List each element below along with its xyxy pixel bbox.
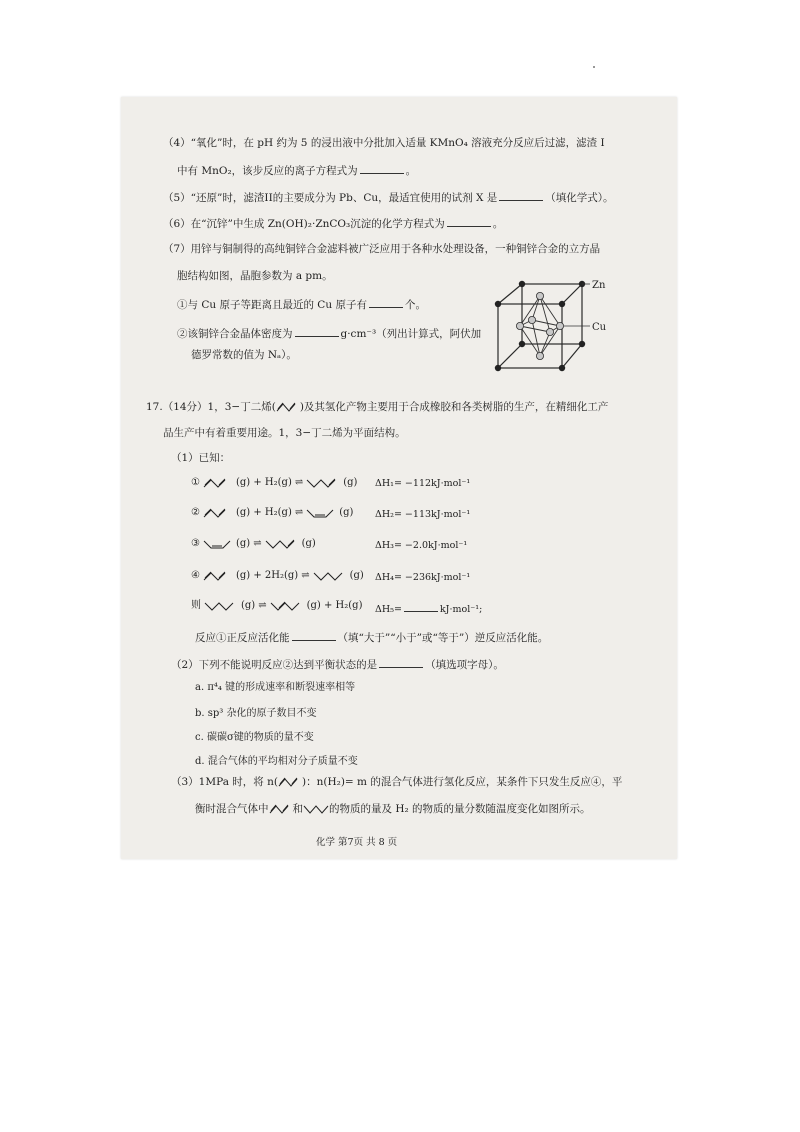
delta-h3: ΔH₃= −2.0kJ·mol⁻¹ (375, 540, 468, 551)
reaction-3: ③ (g) ⇌ (g) (191, 538, 316, 549)
equilibrium-arrow-icon: ⇌ (258, 600, 267, 611)
q17-part3-line2: 衡时混合气体中 和 的物质的量及 H₂ 的物质的量分数随温度变化如图所示。 (195, 803, 591, 815)
q16-part7-sub2-line2: 德罗常数的值为 Nₐ）。 (191, 349, 297, 361)
equilibrium-arrow-icon: ⇌ (301, 570, 310, 581)
zn-label: Zn (592, 280, 606, 291)
equilibrium-arrow-icon: ⇌ (294, 477, 304, 488)
butene-skeletal-icon (270, 601, 304, 611)
q17-intro-line2: 品生产中有着重要用途。1，3−丁二烯为平面结构。 (163, 427, 406, 439)
reaction-4: ④ (g) + 2H₂(g) ⇌ (g) (191, 570, 364, 581)
reaction-1: ① (g) + H₂(g) ⇌ (g) (191, 477, 358, 488)
delta-h2: ΔH₂= −113kJ·mol⁻¹ (375, 509, 471, 520)
butadiene-skeletal-icon (203, 508, 233, 518)
answer-blank[interactable] (499, 190, 543, 201)
butene-skeletal-icon (265, 539, 299, 549)
answer-blank[interactable] (360, 163, 404, 174)
cu-zn-unit-cell-diagram (480, 274, 610, 382)
butadiene-skeletal-icon (203, 478, 233, 488)
answer-blank[interactable] (295, 326, 339, 337)
equilibrium-arrow-icon: ⇌ (294, 507, 304, 518)
answer-blank[interactable] (447, 216, 491, 227)
delta-h1: ΔH₁= −112kJ·mol⁻¹ (375, 478, 471, 489)
q17-intro-line1: 17.（14分）1，3−丁二烯( )及其氢化产物主要用于合成橡胶和各类树脂的生产，在精细化工产 (146, 401, 609, 413)
q17-part2: （2）下列不能说明反应②达到平衡状态的是 （填选项字母）。 (171, 659, 504, 671)
q17-activation-energy: 反应①正反应活化能 （填“大于”“小于”或“等于”）逆反应活化能。 (195, 632, 549, 644)
butadiene-skeletal-icon (269, 804, 293, 814)
answer-blank[interactable] (369, 297, 403, 308)
butene-skeletal-icon (306, 478, 340, 488)
scan-speck (593, 66, 595, 68)
butadiene-skeletal-icon (203, 571, 233, 581)
q16-part7-sub1: ①与 Cu 原子等距离且最近的 Cu 原子有 个。 (177, 299, 426, 311)
delta-h5: ΔH₅= kJ·mol⁻¹; (375, 601, 482, 615)
answer-blank[interactable] (292, 630, 336, 641)
butane-skeletal-icon (204, 601, 238, 611)
q16-part5: （5）“还原”时，滤渣II的主要成分为 Pb、Cu，最适宜使用的试剂 X 是 （填化学式）。 (163, 192, 614, 204)
q16-part4-line1: （4）“氧化”时，在 pH 约为 5 的浸出液中分批加入适量 KMnO₄ 溶液充分反应后过滤，滤渣 I (163, 137, 605, 149)
answer-blank[interactable] (404, 601, 438, 612)
q16-part7-line1: （7）用锌与铜制得的高纯铜锌合金滤料被广泛应用于各种水处理设备，一种铜锌合金的立方晶 (163, 243, 601, 255)
equilibrium-arrow-icon: ⇌ (253, 538, 262, 549)
delta-h4: ΔH₄= −236kJ·mol⁻¹ (375, 572, 471, 583)
q17-part1-title: （1）已知： (171, 452, 231, 464)
butane-skeletal-icon (313, 571, 347, 581)
cu-label: Cu (592, 322, 607, 333)
option-d: d. 混合气体的平均相对分子质量不变 (195, 756, 358, 767)
answer-blank[interactable] (379, 657, 423, 668)
q17-part3-line1: （3）1MPa 时，将 n( )：n(H₂)= m 的混合气体进行氢化反应，某条件下只发生反应④，平 (171, 776, 623, 788)
q16-part7-sub2: ②该铜锌合金晶体密度为 g·cm⁻³（列出计算式，阿伏加 (177, 328, 482, 340)
2-butene-skeletal-icon (203, 539, 233, 549)
reaction-2: ② (g) + H₂(g) ⇌ (g) (191, 507, 354, 518)
option-a: a. π⁴₄ 键的形成速率和断裂速率相等 (195, 682, 356, 693)
butadiene-skeletal-icon (276, 402, 300, 412)
2-butene-skeletal-icon (306, 508, 336, 518)
q16-part7-line2: 胞结构如图，晶胞参数为 a pm。 (177, 270, 333, 282)
q16-part4-line2: 中有 MnO₂，该步反应的离子方程式为 。 (177, 165, 417, 177)
option-b: b. sp³ 杂化的原子数目不变 (195, 708, 317, 719)
butadiene-skeletal-icon (278, 777, 302, 787)
butane-skeletal-icon (303, 804, 329, 814)
option-c: c. 碳碳σ键的物质的量不变 (195, 732, 314, 743)
page-footer: 化学 第7页 共 8 页 (316, 837, 398, 848)
q16-part6: （6）在“沉锌”中生成 Zn(OH)₂·ZnCO₃沉淀的化学方程式为 。 (163, 218, 504, 230)
reaction-5: 则 (g) ⇌ (g) + H₂(g) (191, 600, 363, 611)
